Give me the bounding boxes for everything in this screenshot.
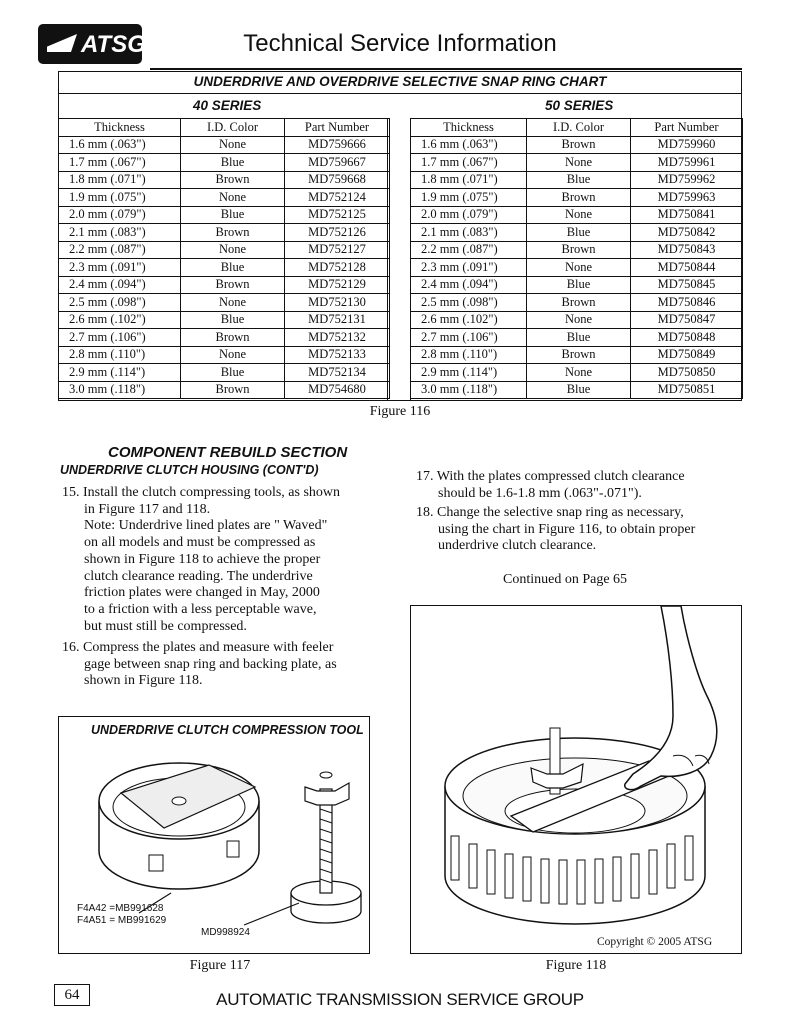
id-color-cell: Brown	[181, 276, 285, 294]
table-row	[411, 189, 743, 207]
table-50-series	[410, 118, 743, 399]
thickness-cell: 1.9 mm (.075")	[59, 189, 181, 207]
step-18-line: using the chart in Figure 116, to obtain proper	[438, 521, 696, 537]
table-row	[59, 154, 390, 172]
thickness-cell: 2.5 mm (.098")	[59, 294, 181, 312]
table-row	[411, 381, 743, 399]
thickness-cell: 1.8 mm (.071")	[59, 171, 181, 189]
step-18-line: underdrive clutch clearance.	[438, 538, 597, 554]
col-thickness: Thickness	[411, 119, 527, 137]
figure-118-box	[410, 605, 742, 954]
section-title: COMPONENT REBUILD SECTION	[108, 444, 348, 461]
thickness-cell: 2.0 mm (.079")	[59, 206, 181, 224]
section-subtitle: UNDERDRIVE CLUTCH HOUSING (CONT'D)	[60, 463, 319, 477]
thickness-cell: 1.8 mm (.071")	[411, 171, 527, 189]
step-16	[62, 640, 402, 690]
id-color-cell: Blue	[181, 259, 285, 277]
thickness-cell: 1.6 mm (.063")	[411, 136, 527, 154]
table-row	[411, 276, 743, 294]
thickness-cell: 2.9 mm (.114")	[59, 364, 181, 382]
id-color-cell: Blue	[527, 276, 631, 294]
part-number-cell: MD750845	[631, 276, 743, 294]
col-part-number: Part Number	[285, 119, 390, 137]
table-row	[59, 381, 390, 399]
figure-118-caption: Figure 118	[545, 958, 607, 973]
table-row	[59, 294, 390, 312]
step-18-line: 18. Change the selective snap ring as necessary,	[416, 505, 684, 520]
thickness-cell: 2.6 mm (.102")	[59, 311, 181, 329]
part-number-cell: MD759667	[285, 154, 390, 172]
col-id-color: I.D. Color	[181, 119, 285, 137]
thickness-cell: 1.7 mm (.067")	[411, 154, 527, 172]
copyright: Copyright © 2005 ATSG	[597, 936, 713, 948]
step-15-note: but must still be compressed.	[84, 618, 247, 634]
thickness-cell: 1.6 mm (.063")	[59, 136, 181, 154]
tool-label-f4a42: F4A42 =MB991628	[77, 903, 164, 914]
part-number-cell: MD750847	[631, 311, 743, 329]
step-15-note: on all models and must be compressed as	[84, 535, 316, 551]
logo-wing-icon	[47, 34, 77, 52]
thickness-cell: 2.2 mm (.087")	[411, 241, 527, 259]
table-row	[59, 241, 390, 259]
thickness-cell: 2.1 mm (.083")	[59, 224, 181, 242]
id-color-cell: Blue	[527, 329, 631, 347]
snap-ring-chart	[58, 71, 742, 401]
part-number-cell: MD752126	[285, 224, 390, 242]
table-row	[59, 259, 390, 277]
thickness-cell: 2.8 mm (.110")	[59, 346, 181, 364]
part-number-cell: MD750850	[631, 364, 743, 382]
part-number-cell: MD750844	[631, 259, 743, 277]
table-row	[411, 136, 743, 154]
thickness-cell: 3.0 mm (.118")	[59, 381, 181, 399]
table-row	[59, 364, 390, 382]
thickness-cell: 2.6 mm (.102")	[411, 311, 527, 329]
table-row	[59, 171, 390, 189]
step-15-note: shown in Figure 118 to achieve the proper	[84, 551, 321, 567]
id-color-cell: Blue	[181, 311, 285, 329]
step-17-line: should be 1.6-1.8 mm (.063"-.071").	[438, 485, 642, 501]
part-number-cell: MD752127	[285, 241, 390, 259]
part-number-cell: MD750842	[631, 224, 743, 242]
thickness-cell: 2.3 mm (.091")	[59, 259, 181, 277]
table-row	[411, 329, 743, 347]
thickness-cell: 2.0 mm (.079")	[411, 206, 527, 224]
thickness-cell: 2.5 mm (.098")	[411, 294, 527, 312]
table-row	[411, 171, 743, 189]
id-color-cell: None	[181, 346, 285, 364]
col-thickness: Thickness	[59, 119, 181, 137]
series-separator	[387, 119, 411, 400]
step-16-line: gage between snap ring and backing plate, as	[84, 656, 337, 672]
part-number-cell: MD752133	[285, 346, 390, 364]
figure-117-title: UNDERDRIVE CLUTCH COMPRESSION TOOL	[91, 723, 364, 737]
table-row	[411, 259, 743, 277]
table-row	[59, 346, 390, 364]
table-row	[411, 241, 743, 259]
step-15-note: clutch clearance reading. The underdrive	[84, 568, 313, 584]
step-17	[416, 469, 746, 502]
id-color-cell: None	[527, 364, 631, 382]
id-color-cell: Blue	[527, 171, 631, 189]
chart-title: UNDERDRIVE AND OVERDRIVE SELECTIVE SNAP RING CHART	[193, 74, 607, 89]
part-number-cell: MD759960	[631, 136, 743, 154]
step-17-line: 17. With the plates compressed clutch clearance	[416, 469, 685, 484]
step-15-line: in Figure 117 and 118.	[84, 501, 211, 517]
clutch-compression-illustration	[411, 606, 740, 936]
part-number-cell: MD752128	[285, 259, 390, 277]
step-15-note: friction plates were changed in May, 2000	[84, 585, 320, 601]
id-color-cell: Brown	[181, 381, 285, 399]
id-color-cell: Brown	[527, 346, 631, 364]
step-18	[416, 505, 746, 555]
table-row	[59, 136, 390, 154]
step-15-note: to a friction with a less perceptable wave,	[84, 601, 317, 617]
table-row	[59, 224, 390, 242]
table-row	[411, 154, 743, 172]
table-row	[59, 189, 390, 207]
id-color-cell: None	[181, 294, 285, 312]
thickness-cell: 3.0 mm (.118")	[411, 381, 527, 399]
id-color-cell: None	[181, 189, 285, 207]
id-color-cell: Brown	[181, 224, 285, 242]
part-number-cell: MD752132	[285, 329, 390, 347]
id-color-cell: None	[527, 259, 631, 277]
header-rule	[150, 68, 742, 70]
logo-text: ATSG	[81, 31, 146, 58]
part-number-cell: MD750849	[631, 346, 743, 364]
step-15-note: Note: Underdrive lined plates are " Waved"	[84, 518, 328, 534]
part-number-cell: MD752134	[285, 364, 390, 382]
id-color-cell: Brown	[181, 329, 285, 347]
part-number-cell: MD759668	[285, 171, 390, 189]
id-color-cell: Blue	[181, 364, 285, 382]
step-15	[62, 485, 402, 635]
table-row	[411, 364, 743, 382]
part-number-cell: MD759962	[631, 171, 743, 189]
id-color-cell: Brown	[181, 171, 285, 189]
col-part-number: Part Number	[631, 119, 743, 137]
id-color-cell: None	[527, 206, 631, 224]
part-number-cell: MD750843	[631, 241, 743, 259]
tool-label-md998924: MD998924	[201, 927, 250, 938]
table-40-series	[58, 118, 390, 399]
figure-117-caption: Figure 117	[189, 958, 251, 973]
thickness-cell: 2.1 mm (.083")	[411, 224, 527, 242]
part-number-cell: MD752130	[285, 294, 390, 312]
part-number-cell: MD750846	[631, 294, 743, 312]
step-16-line: shown in Figure 118.	[84, 673, 203, 689]
thickness-cell: 2.4 mm (.094")	[411, 276, 527, 294]
part-number-cell: MD750851	[631, 381, 743, 399]
table-row	[59, 206, 390, 224]
thickness-cell: 2.7 mm (.106")	[59, 329, 181, 347]
thickness-cell: 2.7 mm (.106")	[411, 329, 527, 347]
table-row	[59, 311, 390, 329]
id-color-cell: Blue	[527, 224, 631, 242]
id-color-cell: Brown	[527, 136, 631, 154]
part-number-cell: MD752129	[285, 276, 390, 294]
part-number-cell: MD754680	[285, 381, 390, 399]
figure-116-caption: Figure 116	[369, 404, 431, 419]
thickness-cell: 2.8 mm (.110")	[411, 346, 527, 364]
thickness-cell: 2.3 mm (.091")	[411, 259, 527, 277]
step-15-line: 15. Install the clutch compressing tools, as shown	[62, 485, 341, 500]
chart-title-divider	[59, 93, 741, 94]
id-color-cell: Brown	[527, 189, 631, 207]
table-row	[411, 311, 743, 329]
table-row	[411, 206, 743, 224]
page-title: Technical Service Information	[243, 30, 557, 57]
id-color-cell: Brown	[527, 241, 631, 259]
part-number-cell: MD752125	[285, 206, 390, 224]
part-number-cell: MD750848	[631, 329, 743, 347]
part-number-cell: MD759963	[631, 189, 743, 207]
id-color-cell: None	[181, 136, 285, 154]
figure-117-box	[58, 716, 370, 954]
part-number-cell: MD752124	[285, 189, 390, 207]
footer-text: AUTOMATIC TRANSMISSION SERVICE GROUP	[216, 990, 584, 1009]
table-row	[411, 224, 743, 242]
table-row	[411, 294, 743, 312]
table-row	[59, 329, 390, 347]
series-40-label: 40 SERIES	[193, 98, 262, 113]
id-color-cell: Brown	[527, 294, 631, 312]
col-id-color: I.D. Color	[527, 119, 631, 137]
thickness-cell: 2.9 mm (.114")	[411, 364, 527, 382]
thickness-cell: 2.2 mm (.087")	[59, 241, 181, 259]
continued-note: Continued on Page 65	[503, 572, 628, 587]
step-16-line: 16. Compress the plates and measure with feeler	[62, 640, 334, 655]
id-color-cell: Blue	[181, 206, 285, 224]
part-number-cell: MD750841	[631, 206, 743, 224]
id-color-cell: None	[527, 154, 631, 172]
table-row	[411, 346, 743, 364]
id-color-cell: None	[181, 241, 285, 259]
tool-label-f4a51: F4A51 = MB991629	[77, 915, 167, 926]
part-number-cell: MD759666	[285, 136, 390, 154]
id-color-cell: Blue	[527, 381, 631, 399]
page-number: 64	[54, 984, 90, 1006]
thickness-cell: 1.7 mm (.067")	[59, 154, 181, 172]
part-number-cell: MD759961	[631, 154, 743, 172]
series-50-label: 50 SERIES	[545, 98, 614, 113]
table-row	[59, 276, 390, 294]
id-color-cell: None	[527, 311, 631, 329]
thickness-cell: 2.4 mm (.094")	[59, 276, 181, 294]
id-color-cell: Blue	[181, 154, 285, 172]
thickness-cell: 1.9 mm (.075")	[411, 189, 527, 207]
part-number-cell: MD752131	[285, 311, 390, 329]
atsg-logo	[38, 24, 146, 64]
